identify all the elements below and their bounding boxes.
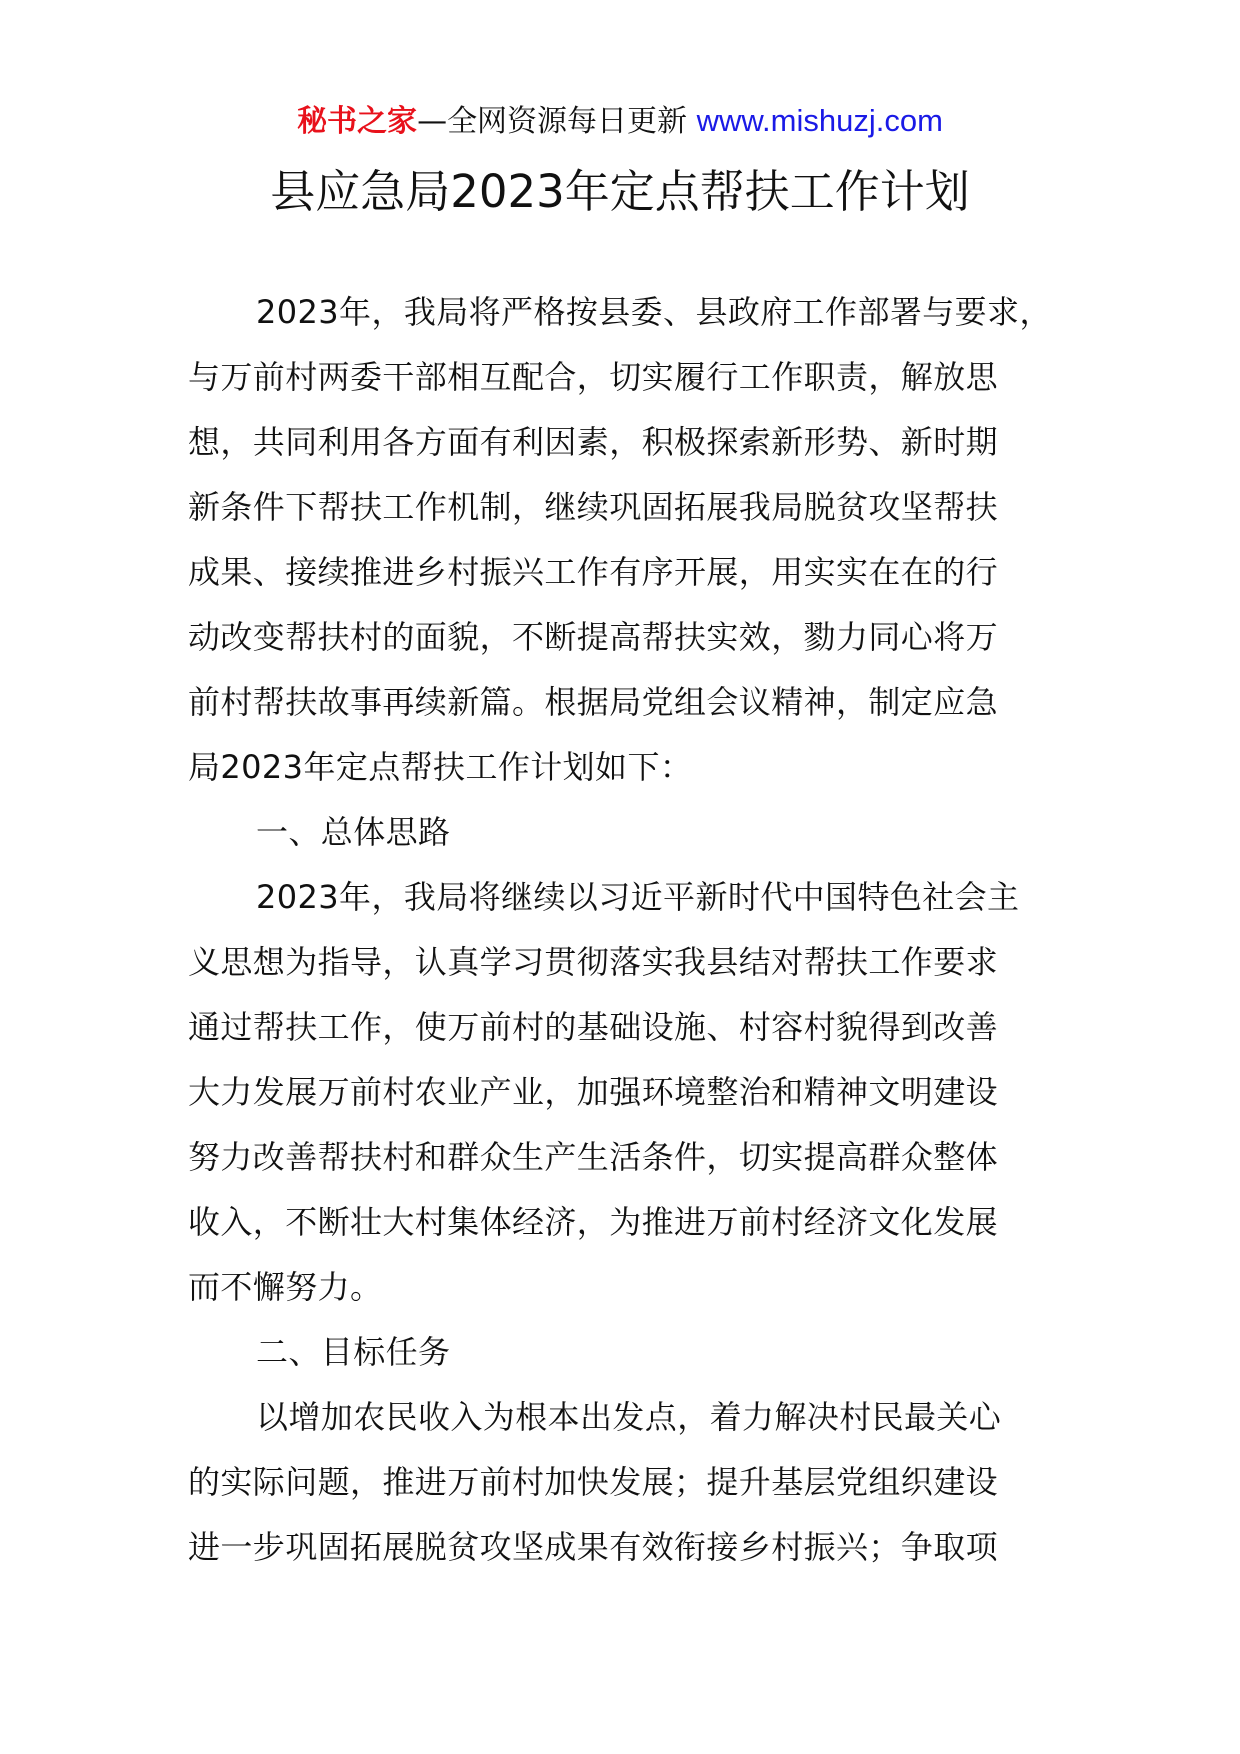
paragraph-line: 局2023年定点帮扶工作计划如下： bbox=[188, 748, 693, 786]
site-url-link[interactable]: www.mishuzj.com bbox=[696, 103, 943, 138]
paragraph-line: 以增加农民收入为根本出发点，着力解决村民最关心 bbox=[256, 1398, 1002, 1436]
paragraph-line: 新条件下帮扶工作机制，继续巩固拓展我局脱贫攻坚帮扶 bbox=[188, 488, 999, 526]
site-name: 秘书之家 bbox=[297, 104, 418, 139]
site-banner bbox=[0, 101, 1240, 142]
paragraph-line: 2023年，我局将继续以习近平新时代中国特色社会主 bbox=[256, 878, 1020, 916]
paragraph-line: 动改变帮扶村的面貌，不断提高帮扶实效，勠力同心将万 bbox=[188, 618, 999, 656]
paragraph-line: 义思想为指导，认真学习贯彻落实我县结对帮扶工作要求 bbox=[188, 943, 999, 981]
paragraph-line: 前村帮扶故事再续新篇。根据局党组会议精神，制定应急 bbox=[188, 683, 999, 721]
paragraph-line: 的实际问题，推进万前村加快发展；提升基层党组织建设 bbox=[188, 1463, 999, 1501]
document-body bbox=[188, 292, 1063, 1592]
section-heading: 二、目标任务 bbox=[256, 1333, 451, 1371]
paragraph-line: 大力发展万前村农业产业，加强环境整治和精神文明建设 bbox=[188, 1073, 999, 1111]
section-heading: 一、总体思路 bbox=[256, 813, 451, 851]
site-tagline: —全网资源每日更新 bbox=[417, 104, 688, 139]
document-title: 县应急局2023年定点帮扶工作计划 bbox=[270, 165, 970, 218]
paragraph-line: 而不懈努力。 bbox=[188, 1268, 383, 1306]
paragraph-line: 通过帮扶工作，使万前村的基础设施、村容村貌得到改善 bbox=[188, 1008, 999, 1046]
paragraph-line: 努力改善帮扶村和群众生产生活条件，切实提高群众整体 bbox=[188, 1138, 999, 1176]
paragraph-line: 2023年，我局将严格按县委、县政府工作部署与要求， bbox=[256, 293, 1052, 331]
paragraph-line: 想，共同利用各方面有利因素，积极探索新形势、新时期 bbox=[188, 423, 999, 461]
paragraph-line: 成果、接续推进乡村振兴工作有序开展，用实实在在的行 bbox=[188, 553, 999, 591]
paragraph-line: 进一步巩固拓展脱贫攻坚成果有效衔接乡村振兴；争取项 bbox=[188, 1528, 999, 1566]
paragraph-line: 收入，不断壮大村集体经济，为推进万前村经济文化发展 bbox=[188, 1203, 999, 1241]
paragraph-line: 与万前村两委干部相互配合，切实履行工作职责，解放思 bbox=[188, 358, 999, 396]
